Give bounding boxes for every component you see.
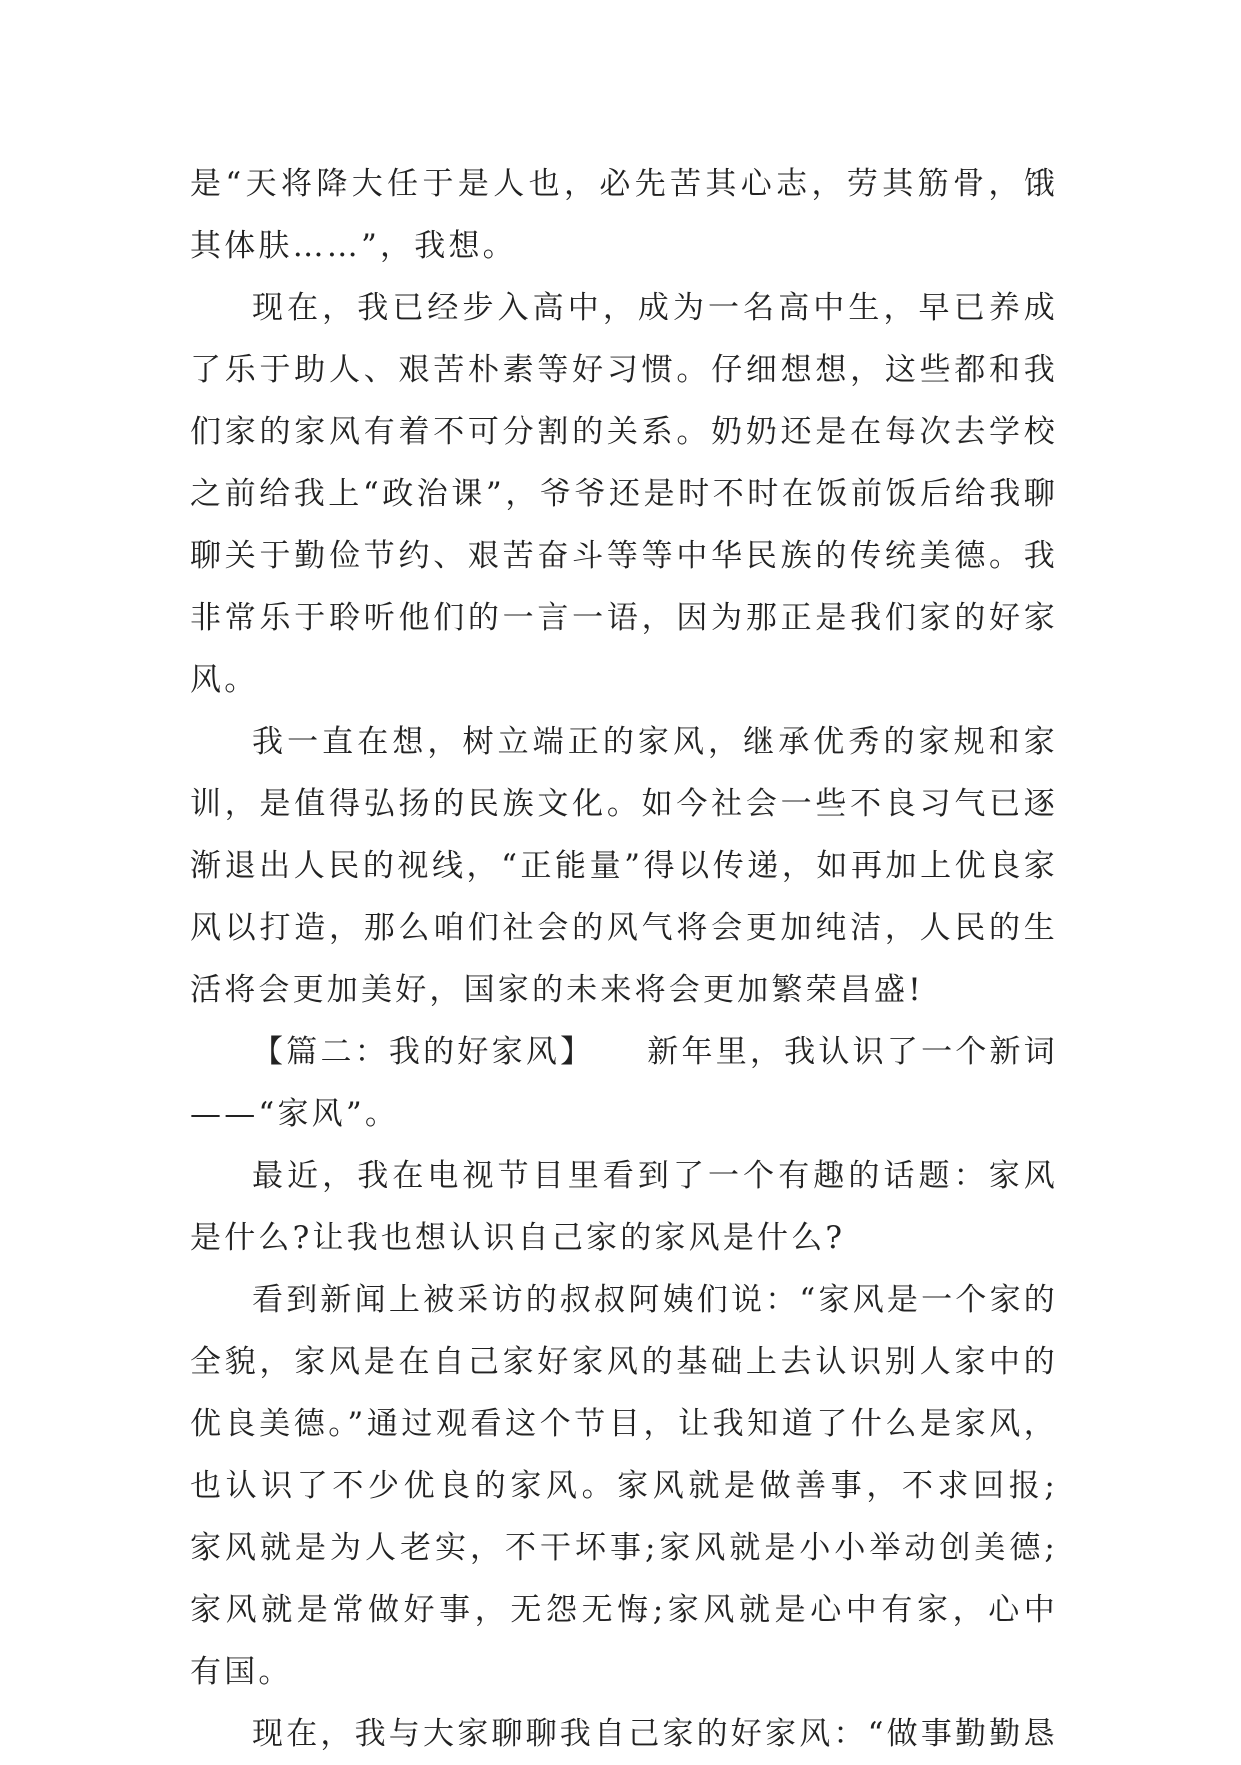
document-body [190, 153, 1058, 1765]
paragraph-3: 我一直在想，树立端正的家风，继承优秀的家规和家训，是值得弘扬的民族文化。如今社会一些不良习气已逐渐退出人民的视线，“正能量”得以传递，如再加上优良家风以打造，那么咱们社会的风气将会更加纯洁，人民的生活将会更加美好，国家的未来将会更加繁荣昌盛! [190, 724, 1058, 1008]
paragraph-1: 是“天将降大任于是人也，必先苦其心志，劳其筋骨，饿其体肤……”，我想。 [190, 166, 1058, 264]
paragraph-2: 现在，我已经步入高中，成为一名高中生，早已养成了乐于助人、艰苦朴素等好习惯。仔细想想，这些都和我们家的家风有着不可分割的关系。奶奶还是在每次去学校之前给我上“政治课”，爷爷还是时不时在饭前饭后给我聊聊关于勤俭节约、艰苦奋斗等等中华民族的传统美德。我非常乐于聆听他们的一言一语，因为那正是我们家的好家风。 [190, 290, 1058, 698]
section-heading-paragraph: 【篇二：我的好家风】 新年里，我认识了一个新词——“家风”。 [190, 1034, 1058, 1132]
paragraph-7: 现在，我与大家聊聊我自己家的好家风：“做事勤勤恳 [252, 1716, 1058, 1752]
paragraph-6: 看到新闻上被采访的叔叔阿姨们说：“家风是一个家的全貌，家风是在自己家好家风的基础上去认识别人家中的优良美德。”通过观看这个节目，让我知道了什么是家风，也认识了不少优良的家风。家风就是做善事，不求回报;家风就是为人老实，不干坏事;家风就是小小举动创美德;家风就是常做好事，无怨无悔;家风就是心中有家，心中有国。 [190, 1282, 1058, 1690]
paragraph-5: 最近，我在电视节目里看到了一个有趣的话题：家风是什么?让我也想认识自己家的家风是什么? [190, 1158, 1058, 1256]
